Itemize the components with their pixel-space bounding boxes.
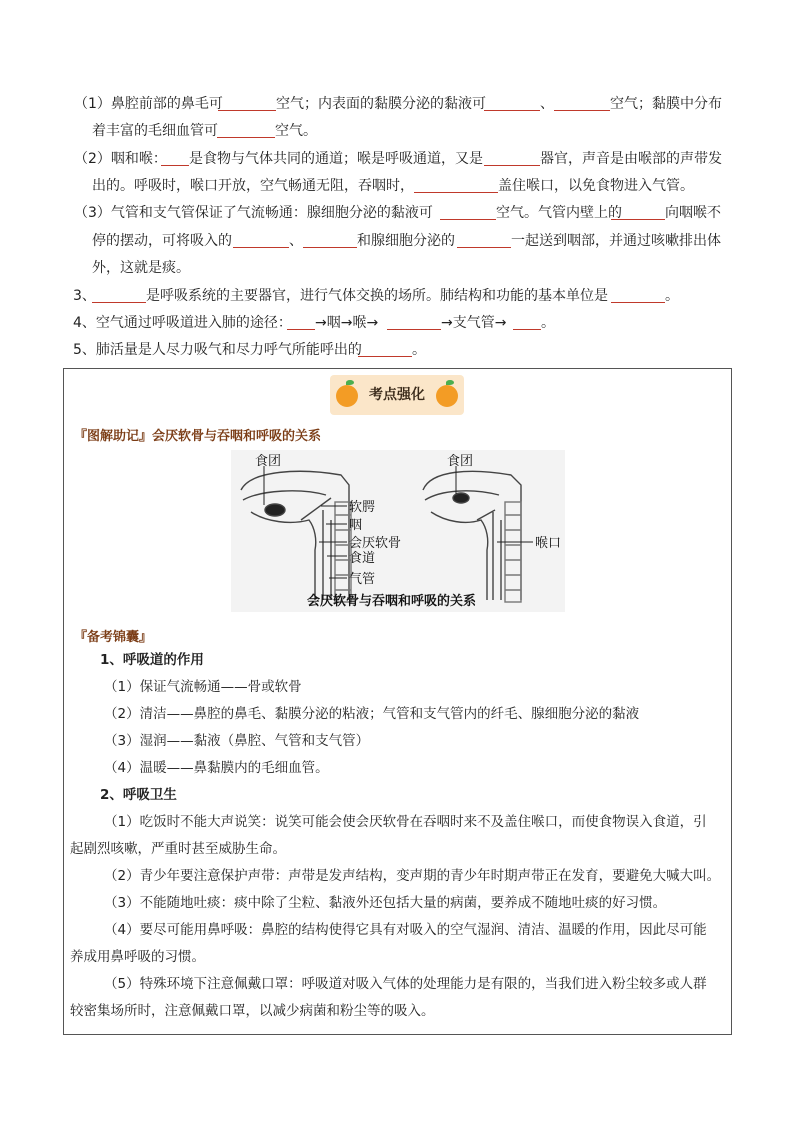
answer-blank[interactable] — [387, 315, 441, 330]
leaf-icon — [346, 380, 354, 385]
orange-icon — [436, 385, 458, 407]
text: 是食物与气体共同的通道；喉是呼吸通道，又是 — [189, 151, 483, 167]
section-title-tips: 『备考锦囊』 — [74, 630, 153, 645]
answer-blank[interactable] — [218, 96, 276, 111]
text: 盖住喉口，以免食物进入气管。 — [498, 178, 694, 194]
text: →咽→喉→ — [315, 315, 379, 331]
paragraph: 养成用鼻呼吸的习惯。 — [70, 949, 205, 965]
text: 3、 — [73, 288, 96, 304]
list-item: （2）清洁——鼻腔的鼻毛、黏膜分泌的粘液；气管和支气管内的纤毛、腺细胞分泌的黏液 — [104, 706, 640, 722]
paragraph: （5）特殊环境下注意佩戴口罩：呼吸道对吸入气体的处理能力是有限的，当我们进入粉尘较多或人群 — [104, 976, 707, 992]
epiglottis-diagram — [231, 450, 565, 612]
text: 外，这就是痰。 — [92, 260, 190, 276]
answer-blank[interactable] — [92, 288, 146, 303]
key-points-badge — [330, 375, 464, 415]
key-points-box — [63, 368, 732, 1035]
paragraph: 起剧烈咳嗽，严重时甚至威胁生命。 — [70, 841, 286, 857]
paragraph: （3）不能随地吐痰：痰中除了尘粒、黏液外还包括大量的病菌，要养成不随地吐痰的好习惯。 — [104, 895, 667, 911]
text: （2）咽和喉： — [74, 151, 167, 167]
answer-blank[interactable] — [303, 233, 357, 248]
text: 。 — [412, 342, 426, 358]
text: 空气。气管内壁上的 — [496, 205, 622, 221]
list-item: （1）保证气流畅通——骨或软骨 — [104, 679, 302, 695]
answer-blank[interactable] — [484, 96, 540, 111]
text: 、 — [540, 96, 554, 112]
text: 。 — [665, 288, 679, 304]
answer-blank[interactable] — [217, 123, 275, 138]
text: 着丰富的毛细血管可 — [92, 123, 218, 139]
larynx-opening-label: 喉口 — [535, 536, 562, 551]
trachea-label: 气管 — [349, 572, 376, 587]
text: 器官，声音是由喉部的声带发 — [540, 151, 722, 167]
paragraph: （4）要尽可能用鼻呼吸：鼻腔的结构使得它具有对吸入的空气湿润、清洁、温暖的作用，因此尽可能 — [104, 922, 707, 938]
text: 、 — [289, 233, 303, 249]
throat-illustration — [231, 450, 565, 612]
leaf-icon — [446, 380, 454, 385]
food-bolus-label-right: 食团 — [447, 454, 474, 469]
paragraph: （1）吃饭时不能大声说笑：说笑可能会使会厌软骨在吞咽时来不及盖住喉口，而使食物误入食道，引 — [104, 814, 707, 830]
answer-blank[interactable] — [233, 233, 289, 248]
text: 。 — [541, 315, 555, 331]
text: 空气。 — [275, 123, 317, 139]
soft-palate-label: 软腭 — [349, 500, 376, 515]
text: 空气；黏膜中分布 — [610, 96, 722, 112]
list-item: （3）湿润——黏液（鼻腔、气管和支气管） — [104, 733, 370, 749]
esophagus-label: 食道 — [349, 551, 376, 566]
pharynx-label: 咽 — [349, 518, 363, 533]
answer-blank[interactable] — [513, 315, 541, 330]
answer-blank[interactable] — [358, 342, 412, 357]
paragraph: 较密集场所时，注意佩戴口罩，以减少病菌和粉尘等的吸入。 — [70, 1003, 435, 1019]
subheading-airway-functions: 1、呼吸道的作用 — [100, 652, 204, 668]
answer-blank[interactable] — [554, 96, 610, 111]
answer-blank[interactable] — [440, 205, 496, 220]
food-bolus-label-left: 食团 — [255, 454, 282, 469]
epiglottis-label: 会厌软骨 — [349, 536, 402, 551]
text: 停的摆动，可将吸入的 — [92, 233, 232, 249]
answer-blank[interactable] — [414, 178, 498, 193]
text: 空气；内表面的黏膜分泌的黏液可 — [276, 96, 486, 112]
answer-blank[interactable] — [611, 205, 665, 220]
subheading-respiratory-hygiene: 2、呼吸卫生 — [100, 787, 177, 803]
text: （1）鼻腔前部的鼻毛可 — [74, 96, 223, 112]
text: →支气管→ — [441, 315, 507, 331]
text: 5、肺活量是人尽力吸气和尽力呼气所能呼出的 — [73, 342, 362, 358]
text: 和腺细胞分泌的 — [357, 233, 455, 249]
text: 一起送到咽部，并通过咳嗽排出体 — [511, 233, 721, 249]
badge-label: 考点强化 — [369, 387, 425, 403]
paragraph: （2）青少年要注意保护声带：声带是发声结构，变声期的青少年时期声带正在发育，要避免大喊大叫。 — [104, 868, 721, 884]
list-item: （4）温暖——鼻黏膜内的毛细血管。 — [104, 760, 329, 776]
answer-blank[interactable] — [457, 233, 511, 248]
answer-blank[interactable] — [484, 151, 540, 166]
answer-blank[interactable] — [161, 151, 189, 166]
answer-blank[interactable] — [287, 315, 315, 330]
answer-blank[interactable] — [611, 288, 665, 303]
orange-icon — [336, 385, 358, 407]
text: 向咽喉不 — [665, 205, 721, 221]
text: 4、空气通过呼吸道进入肺的途径： — [73, 315, 292, 331]
text: 出的。呼吸时，喉口开放，空气畅通无阻，吞咽时， — [92, 178, 414, 194]
section-title-diagram: 『图解助记』会厌软骨与吞咽和呼吸的关系 — [74, 429, 322, 444]
figure-caption: 会厌软骨与吞咽和呼吸的关系 — [307, 594, 477, 609]
text: （3）气管和支气管保证了气流畅通：腺细胞分泌的黏液可 — [74, 205, 433, 221]
text: 是呼吸系统的主要器官，进行气体交换的场所。肺结构和功能的基本单位是 — [146, 288, 608, 304]
